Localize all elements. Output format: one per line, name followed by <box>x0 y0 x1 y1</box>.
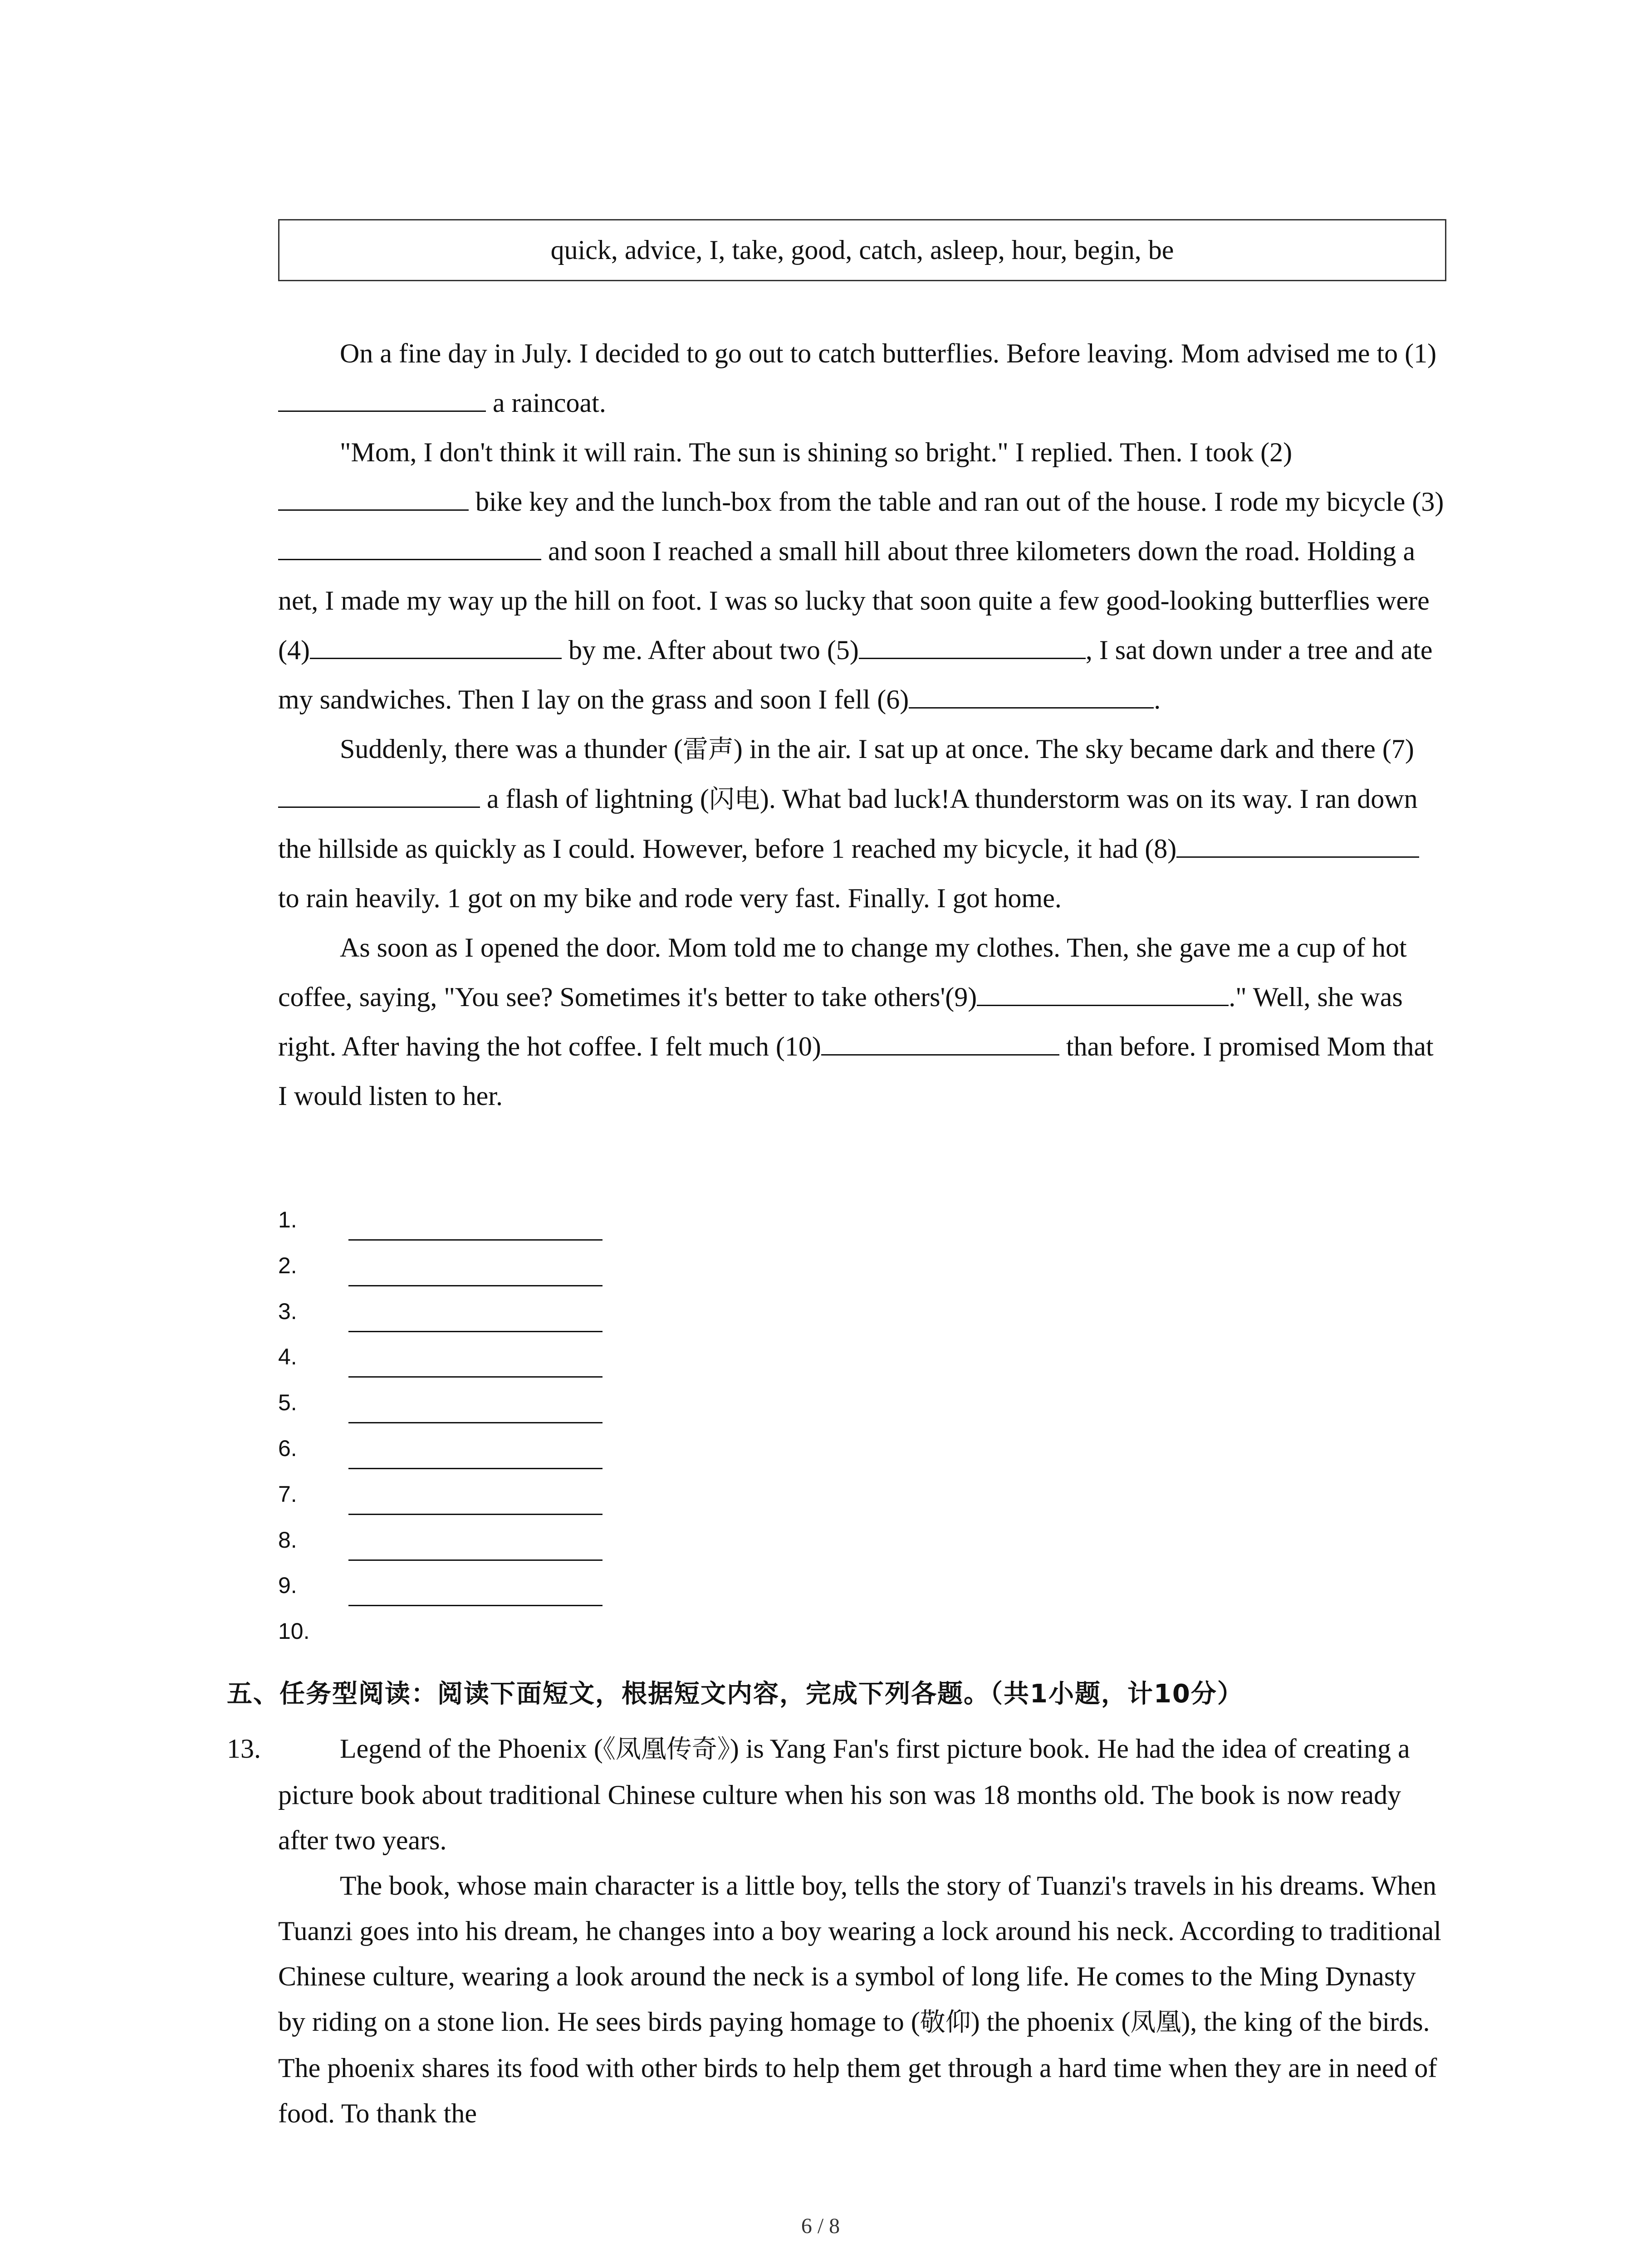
blank-6 <box>909 675 1154 709</box>
page-number: 6 / 8 <box>801 2214 840 2238</box>
passage-paragraph-1: On a fine day in July. I decided to go out to catch butterflies. Before leaving. Mom advised me to (1) a raincoat. <box>278 329 1446 428</box>
blank-9 <box>977 973 1229 1006</box>
answer-line <box>348 1239 603 1241</box>
passage-paragraph-4: As soon as I opened the door. Mom told me to change my clothes. Then, she gave me a cup of hot coffee, saying, "You see? Sometimes it's better to take others'(9) ." Well, she was right. After having the hot coffee. I felt much (10) than before. I promised Mom that I would listen to her. <box>278 933 1434 1111</box>
question-number: 13. <box>227 1734 261 1764</box>
blank-5 <box>859 626 1086 659</box>
document-page: quick, advice, I, take, good, catch, asleep, hour, begin, be On a fine day in July. I decided to go out to catch butterflies. Before leaving. Mom advised me to (1) a raincoat. "Mom, I don't think it will rain. The sun is shining so bright." I replied. Then. I took (2) bike key and the lunch-box from the table and ran out of the house. I rode my bicycle (3) and soon I reached a small hill about three kilometers down the road. Holding a net, I made my way up the hill on foot. I was so lucky that soon quite a few good-looking butterflies were (4) by me. After about two (5) , I sat down under a tree and ate my sandwiches. Then I lay on the grass and soon I fell (6) . Suddenly, there was a thunder (雷声) in the air. I sat up at once. The sky became dark and there (7) a flash of lightning (闪电). What bad luck!A thunderstorm was on its way. I ran down the hillside as quickly as I could. However, before 1 reached my bicycle, it had (8) to rain heavily. 1 got on my bike and rode very fast. Finally. I got home. As soon as I opened the door. Mom told me to change my clothes. Then, she gave me a cup of hot coffee, saying, "You see? Sometimes it's better to take others'(9) ." Well, she was right. After having the hot coffee. I felt much (10) than before. I promised Mom that I would listen to her. 1. 2. 3. 4. 5. 6. 7. 8. 9. 10. 五、任务型阅读：阅读下面短文，根据短文内容，完成下列各题。（共1小题，计10分） 13. Legend of the Phoenix (《凤凰传奇》) is Yang Fan's first picture book. He had the idea of creating a picture book about traditional Chinese culture when his son was 18 months old. The book is now ready after two years. The book, whose main character is a little boy, tells the story of Tuanzi's travels in his dreams. When Tuanzi goes into his dream, he changes into a boy wearing a lock around his neck. According to traditional Chinese culture, wearing a look around the neck is a symbol of long life. He comes to the Ming Dynasty by riding on a stone lion. He sees birds paying homage to (敬仰) the phoenix (凤凰), the king of the birds. The phoenix shares its food with other birds to help them get through a hard time when they are in need of food. To thank the 6 / 8 <box>0 0 1641 2268</box>
word-bank-text: quick, advice, I, take, good, catch, asleep, hour, begin, be <box>550 235 1174 265</box>
passage-paragraph-3: Suddenly, there was a thunder (雷声) in the air. I sat up at once. The sky became dark and there (7) a flash of lightning (闪电). What bad luck!A thunderstorm was on its way. I ran down the hillside as quickly as I could. However, before 1 reached my bicycle, it had (8) to rain heavily. 1 got on my bike and rode very fast. Finally. I got home. <box>278 724 1446 923</box>
answer-line <box>348 1285 603 1286</box>
answer-line <box>348 1559 603 1561</box>
reading-paragraph-2: The book, whose main character is a little boy, tells the story of Tuanzi's travels in his dreams. When Tuanzi goes into his dream, he changes into a boy wearing a lock around his neck. According to traditional Chinese culture, wearing a look around the neck is a symbol of long life. He comes to the Ming Dynasty by riding on a stone lion. He sees birds paying homage to (敬仰) the phoenix (凤凰), the king of the birds. The phoenix shares its food with other birds to help them get through a hard time when they are in need of food. To thank the <box>278 1871 1441 2128</box>
word-bank-box <box>278 219 1446 281</box>
answer-line <box>348 1605 603 1606</box>
reading-paragraph-1: Legend of the Phoenix (《凤凰传奇》) is Yang Fan's first picture book. He had the idea of creating a picture book about traditional Chinese culture when his son was 18 months old. The book is now ready after two years. <box>278 1734 1410 1855</box>
reading-passage <box>278 1726 1446 2136</box>
blank-1 <box>278 379 486 412</box>
answer-line <box>348 1468 603 1469</box>
cloze-passage <box>278 329 1446 1121</box>
passage-paragraph-2: "Mom, I don't think it will rain. The sun is shining so bright." I replied. Then. I took (2) bike key and the lunch-box from the table and ran out of the house. I rode my bicycle (3) and soon I reached a small hill about three kilometers down the road. Holding a net, I made my way up the hill on foot. I was so lucky that soon quite a few good-looking butterflies were (4) by me. After about two (5) , I sat down under a tree and ate my sandwiches. Then I lay on the grass and soon I fell (6) . <box>278 437 1444 714</box>
blank-7 <box>278 775 480 808</box>
blank-2 <box>278 478 469 511</box>
blank-3 <box>278 527 541 560</box>
blank-8 <box>1176 825 1419 858</box>
blank-4 <box>310 626 562 659</box>
answer-line <box>348 1331 603 1332</box>
answer-line <box>348 1514 603 1515</box>
answer-line <box>348 1422 603 1423</box>
answer-line <box>348 1376 603 1378</box>
section-heading: 五、任务型阅读：阅读下面短文，根据短文内容，完成下列各题。（共1小题，计10分） <box>227 1679 1244 1709</box>
blank-10 <box>821 1022 1059 1056</box>
